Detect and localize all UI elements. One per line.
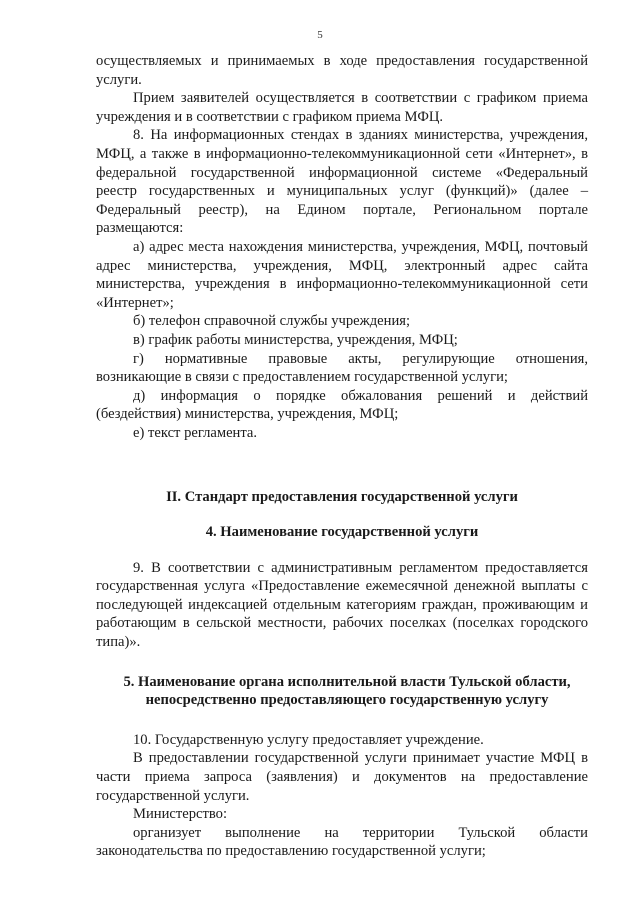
paragraph-9: 9. В соответствии с административным регламентом предоставляется государственная услуга «Предоставление ежемесячной денежной выплаты с последующей индексацией отдельным категориям граждан, проживающим и работающим в сельской местности, рабочих поселках (поселках городского типа)».: [96, 559, 588, 651]
subheading-5-line1: 5. Наименование органа исполнительной власти Тульской области,: [123, 673, 571, 690]
list-item-e: е) текст регламента.: [133, 424, 258, 441]
paragraph-reception: Прием заявителей осуществляется в соответствии с графиком приема учреждения и в соответствии с графиком приема МФЦ.: [96, 90, 588, 125]
paragraph-10: 10. Государственную услугу предоставляет учреждение.: [133, 731, 484, 748]
paragraph-organizes: организует выполнение на территории Тульской области законодательства по предоставлению государственной услуги;: [96, 824, 588, 860]
subheading-5: [76, 673, 618, 710]
paragraph-ministry: Министерство:: [133, 806, 228, 823]
list-item-v: в) график работы министерства, учреждения, МФЦ;: [133, 331, 458, 348]
list-item-a: а) адрес места нахождения министерства, учреждения, МФЦ, почтовый адрес министерства, учреждения, МФЦ, электронный адрес сайта министерства, учреждения в информационно-телекоммуникационной сети «Интернет»;: [96, 238, 588, 311]
list-item-b: б) телефон справочной службы учреждения;: [133, 313, 411, 330]
subheading-4: 4. Наименование государственной услуги: [205, 524, 479, 541]
list-item-g: г) нормативные правовые акты, регулирующие отношения, возникающие в связи с предоставлением государственной услуги;: [96, 350, 588, 386]
paragraph-continuation: осуществляемых и принимаемых в ходе предоставления государственной услуги.: [96, 53, 588, 88]
page-number: 5: [317, 29, 323, 41]
paragraph-8: 8. На информационных стендах в зданиях министерства, учреждения, МФЦ, а также в информационно-телекоммуникационной сети «Интернет», в федеральной государственной информационной системе «Федеральный реестр государственных и муниципальных услуг (функций)» (далее – Федеральный реестр), на Едином портале, Региональном портале размещаются:: [96, 127, 588, 237]
subheading-5-line2: непосредственно предоставляющего государственную услугу: [145, 692, 549, 709]
paragraph-mfc: В предоставлении государственной услуги принимает участие МФЦ в части приема запроса (заявления) и документов на предоставление государственной услуги.: [96, 750, 588, 804]
list-item-d: д) информация о порядке обжалования решений и действий (бездействия) министерства, учреждения, МФЦ;: [96, 387, 588, 423]
section-heading: II. Стандарт предоставления государственной услуги: [166, 489, 518, 506]
